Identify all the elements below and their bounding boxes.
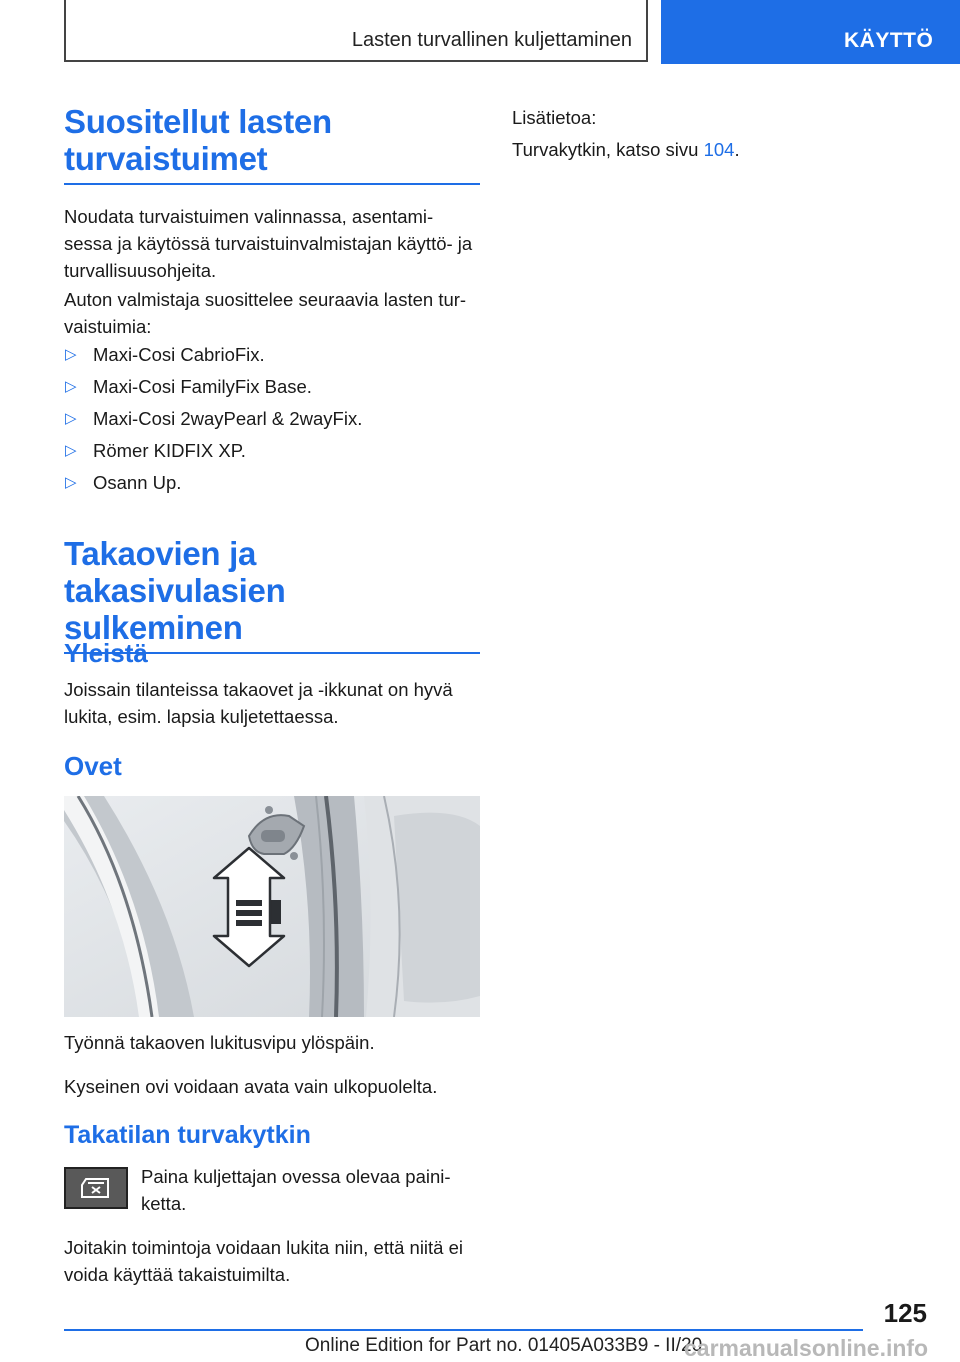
triangle-right-icon: ▷ bbox=[65, 474, 77, 491]
heading-rear-safety-switch: Takatilan turvakytkin bbox=[64, 1121, 311, 1149]
heading-line: Takaovien ja takasivulasien bbox=[64, 535, 286, 609]
paragraph-press-button bbox=[141, 1163, 481, 1217]
page-link-104[interactable]: 104 bbox=[703, 139, 735, 160]
triangle-right-icon: ▷ bbox=[65, 442, 77, 459]
page-number: 125 bbox=[883, 1298, 927, 1328]
heading-recommended-seats-text: Suositellut lasten turvaistuimet bbox=[64, 103, 332, 177]
more-info-label: Lisätietoa: bbox=[512, 107, 597, 128]
paragraph-recommends bbox=[64, 286, 484, 340]
line: Paina kuljettajan ovessa olevaa paini- bbox=[141, 1166, 451, 1187]
header-chapter-box bbox=[64, 0, 648, 62]
line: turvallisuusohjeita. bbox=[64, 260, 217, 281]
line: voida käyttää takaistuimilta. bbox=[64, 1264, 291, 1285]
line: lukita, esim. lapsia kuljetettaessa. bbox=[64, 706, 339, 727]
child-lock-switch-icon bbox=[64, 1167, 128, 1209]
section-title: KÄYTTÖ bbox=[844, 29, 934, 52]
heading-line: sulkeminen bbox=[64, 609, 243, 646]
triangle-right-icon: ▷ bbox=[65, 346, 77, 363]
line: Joitakin toimintoja voidaan lukita niin, että niitä ei bbox=[64, 1237, 464, 1258]
heading-doors: Ovet bbox=[64, 751, 122, 781]
door-lock-illustration bbox=[64, 796, 480, 1017]
heading-general: Yleistä bbox=[64, 638, 148, 668]
line: vaistuimia: bbox=[64, 316, 152, 337]
reference-text: Turvakytkin, katso sivu bbox=[512, 139, 704, 160]
line: Joissain tilanteissa takaovet ja -ikkunat on hyvä bbox=[64, 679, 453, 700]
line: sessa ja käytössä turvaistuinvalmistajan käyttö- ja bbox=[64, 233, 473, 254]
triangle-right-icon: ▷ bbox=[65, 378, 77, 395]
switch-reference bbox=[512, 136, 740, 163]
line: Noudata turvaistuimen valinnassa, asentami- bbox=[64, 206, 434, 227]
paragraph-push-lever: Työnnä takaoven lukitusvipu ylöspäin. bbox=[64, 1032, 375, 1053]
line: ketta. bbox=[141, 1193, 187, 1214]
paragraph-seat-instructions bbox=[64, 203, 484, 284]
header-section-tab bbox=[661, 0, 960, 64]
paragraph-general bbox=[64, 676, 484, 730]
chapter-title: Lasten turvallinen kuljettaminen bbox=[351, 29, 632, 51]
footer-divider bbox=[64, 1329, 863, 1331]
list-item-text: Maxi-Cosi 2wayPearl & 2wayFix. bbox=[93, 408, 363, 429]
heading-rear-doors bbox=[64, 535, 480, 654]
line: Auton valmistaja suosittelee seuraavia lasten tur- bbox=[64, 289, 467, 310]
edition-text: Online Edition for Part no. 01405A033B9 - II/20 bbox=[305, 1335, 703, 1356]
paragraph-open-outside: Kyseinen ovi voidaan avata vain ulkopuolelta. bbox=[64, 1076, 438, 1097]
list-item-text: Osann Up. bbox=[93, 472, 182, 493]
heading-recommended-seats bbox=[64, 103, 480, 185]
list-item-text: Römer KIDFIX XP. bbox=[93, 440, 246, 461]
paragraph-functions-locked bbox=[64, 1234, 484, 1288]
triangle-right-icon: ▷ bbox=[65, 410, 77, 427]
list-item-text: Maxi-Cosi FamilyFix Base. bbox=[93, 376, 312, 397]
list-item-text: Maxi-Cosi CabrioFix. bbox=[93, 344, 265, 365]
watermark: carmanualsonline.info bbox=[684, 1335, 929, 1361]
reference-punctuation: . bbox=[734, 139, 740, 160]
